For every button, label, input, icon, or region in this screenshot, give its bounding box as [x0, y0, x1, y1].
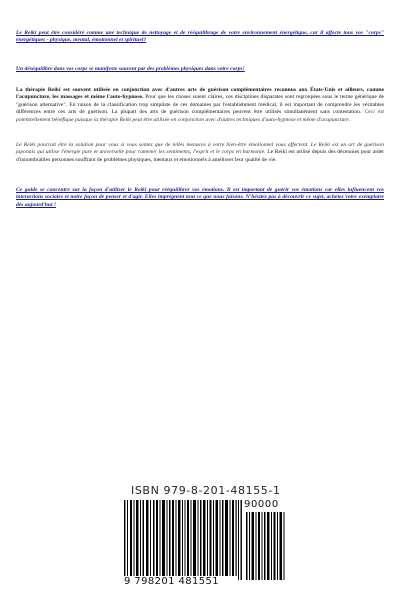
therapy-bold-text: La thérapie Reiki est souvent utilisée en conjonction avec d'autres arts de guérison complémentaires reconnus aux États-Unis et ailleurs, comme l'acupuncture, les massages et même l'auto-hypnose. [16, 87, 384, 101]
solution-paragraph [16, 142, 384, 164]
imbalance-paragraph [16, 66, 384, 73]
guide-text: Ce guide se concentre sur la façon d'utiliser le Reiki pour rééquilibrer vos émotions. Il est important de guérir vos émotions car elles influencent vos interactions sociales et notre façon de penser et d'agir. Elles imprègnent tout ce que nous faisons. N'hésitez pas à découvrir ce sujet, achetez votre exemplaire dès aujourd'hui ! [16, 187, 384, 208]
intro-text: Le Reiki peut être considéré comme une technique de nettoyage et de rééquilibrage de votre environnement énergétique, car il affecte tous vos "corps" énergétiques - physique, mental, émotionnel et spirituel? [16, 30, 384, 44]
isbn-label: ISBN 979-8-201-48155-1 [131, 484, 281, 497]
guide-paragraph [16, 187, 384, 209]
intro-paragraph [16, 30, 384, 45]
barcode-addon-bars [246, 512, 285, 580]
imbalance-text: Un déséquilibre dans vos corps se manifeste souvent par des problèmes physiques dans votre corps! [16, 66, 245, 72]
barcode-addon-code: 90000 [244, 499, 279, 510]
solution-italic-text: Le Reiki pourrait être la solution pour vous si vous sentez que de telles menaces à votre bien-être émotionnel vous affectent. Le Reiki est un art de guérison japonais qui utilise l'énergie pure et universelle pour ramener les sentiments, l'esprit et le corps en harmonie. [16, 142, 384, 156]
therapy-paragraph [16, 87, 384, 124]
barcode-main-bars [124, 500, 242, 580]
solution-body-text: Le Reiki est utilisé depuis des décennies pour aider d'innombrables personnes souffrant de problèmes physiques, mentaux et émotionnels à améliorer leur qualité de vie. [16, 149, 384, 163]
barcode-digits: 9 798201 481551 [124, 576, 220, 587]
therapy-italic-text: Ceci est potentiellement bénéfique puisque la thérapie Reiki peut être utilisée en conjonction avec d'autres techniques d'auto-hypnose et même d'acupuncture. [16, 109, 384, 123]
barcode-image [120, 500, 290, 586]
therapy-body-text: Pour que les choses soient claires, ces disciplines disparates sont regroupées sous le terme générique de "guérison alternative". En raison de la classification trop simpliste de ces domaines par l'establishment médical, il est important de comprendre les véritables différences entre ces arts de guérison. La plupart des arts de guérison complémentaires peuvent être utilisés simultanément sans contestation. [16, 94, 384, 116]
